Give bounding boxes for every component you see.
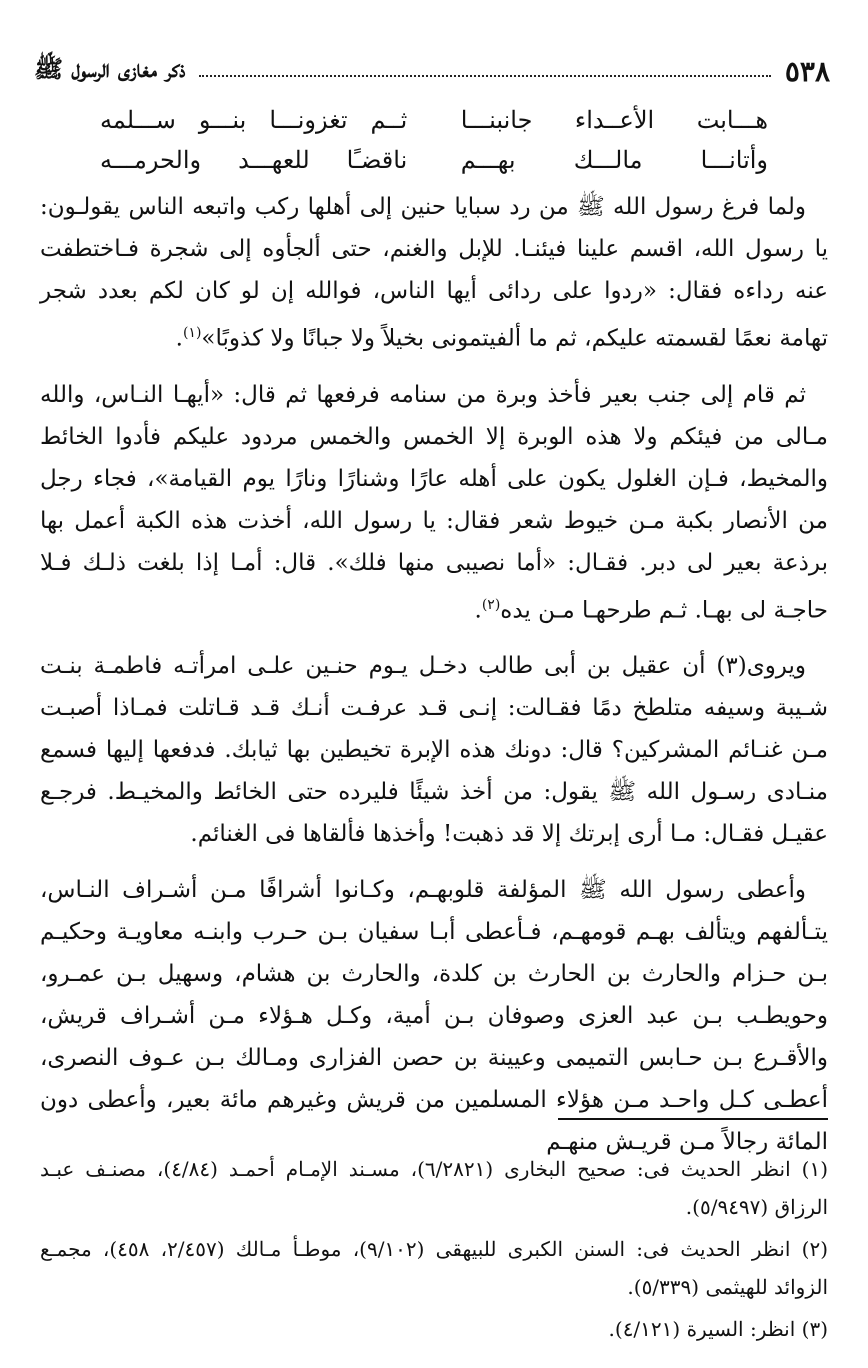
footnote: (٢) انظر الحديث فى: السنن الكبرى للبيهقى (٩/١٠٢)، موطـأ مـالك (٢/٤٥٧، ٤٥٨)، مجمـع الزوائد للهيثمى (٥/٣٣٩). bbox=[40, 1237, 828, 1299]
poem-verse bbox=[100, 100, 768, 140]
verse-second-hemistich: ثــم تغزونـــا بنـــو ســـلمه bbox=[100, 106, 408, 134]
footnote-divider bbox=[558, 1118, 828, 1120]
verse-second-hemistich: ناقضـًا للعهـــد والحرمـــه bbox=[100, 146, 408, 174]
footnote: (٣) انظر: السيرة (٤/١٢١). bbox=[608, 1317, 828, 1341]
page-number: ٥٣٨ bbox=[784, 54, 830, 88]
main-text bbox=[40, 186, 828, 1177]
running-title: ذكر مغازى الرسول ﷺ bbox=[34, 53, 186, 83]
verse-first-hemistich: هـــابت الأعــداء جانبنـــا bbox=[460, 106, 768, 134]
paragraph: ولما فرغ رسول الله ﷺ من رد سبايا حنين إلى أهلها ركب واتبعه الناس يقولـون: يا رسول الله، اقسم علينا فيئنـا. للإبل والغنم، حتى ألجأوه إلى شجرة فـاختطفت عنه رداءه فقال: «ردوا على ردائى أيها الناس، فوالله إن لو كان لكم بعدد شجر تهامة نعمًا لقسمته عليكم، ثم ما ألفيتمونى بخيلاً ولا جبانًا ولا كذوبًا»$^{(١)}$. bbox=[40, 194, 828, 352]
footnote-ref: (٢) bbox=[481, 596, 501, 613]
paragraph bbox=[40, 645, 828, 855]
header-dotted-leader bbox=[199, 65, 770, 77]
paragraph-text: ولما فرغ رسول الله ﷺ من رد سبايا حنين إلى أهلها ركب واتبعه الناس يقولـون: يا رسول الله، اقسم علينا فيئنـا. للإبل والغنم، حتى ألجأوه إلى شجرة فـاختطفت عنه رداءه فقال: «ردوا على ردائى أيها الناس، فوالله إن لو كان لكم بعدد شجر تهامة نعمًا لقسمته عليكم، ثم ما ألفيتمونى بخيلاً ولا جبانًا ولا كذوبًا» bbox=[40, 194, 828, 352]
paragraph-text: وأعطى رسول الله ﷺ المؤلفة قلوبهـم، وكـانوا أشرافًا مـن أشـراف النـاس، يتـألفهم ويتألف بهـم قومهـم، فـأعطى أبـا سفيان بـن حـرب وابنـه معاويـة وحكيـم بـن حـزام والحارث بن الحارث بن كلدة، والحارث بن هشام، وسهيل بـن عمـرو، وحويطـب بـن عبد العزى وصوفان بـن أمية، وكـل هـؤلاء مـن أشـراف قريش، والأقـرع بـن حـابس التميمى وعيينة بن حصن الفزارى ومـالك بـن عـوف النصرى، أعطـى كـل واحـد مـن هؤلاء المسلمين من قريش وغيرهم مائة بعير، وأعطى دون المائة رجالاً مـن قريـش منهـم bbox=[40, 877, 828, 1156]
verse-first-hemistich: وأتانـــا مالـــك بهـــم bbox=[460, 146, 768, 174]
paragraph-text: ثم قام إلى جنب بعير فأخذ وبرة من سنامه فرفعها ثم قال: «أيهـا النـاس، والله مـالى من فيئكم ولا هذه الوبرة إلا الخمس والخمس مردود عليكم فأدوا الخائط والمخيط، فـإن الغلول يكون على أهله عارًا وشنارًا ونارًا يوم القيامة»، فجاء رجل من الأنصار بكبة مـن خيوط شعر فقال: يا رسول الله، أخذت هذه الكبة أعمل بها برذعة بعير لى دبر. فقـال: «أما نصيبى منها فلك». قال: أمـا إذا بلغت ذلـك فـلا حاجـة لى بهـا. ثـم طرحهـا مـن يده bbox=[40, 381, 828, 624]
paragraph: ثم قام إلى جنب بعير فأخذ وبرة من سنامه فرفعها ثم قال: «أيهـا النـاس، والله مـالى من فيئكم ولا هذه الوبرة إلا الخمس والخمس مردود عليكم فأدوا الخائط والمخيط، فـإن الغلول يكون على أهله عارًا وشنارًا ونارًا يوم القيامة»، فجاء رجل من الأنصار بكبة مـن خيوط شعر فقال: يا رسول الله، أخذت هذه الكبة أعمل بها برذعة بعير لى دبر. فقـال: «أما نصيبى منها فلك». قال: أمـا إذا بلغت ذلـك فـلا حاجـة لى بهـا. ثـم طرحهـا مـن يده$^{(٢)}$. bbox=[40, 381, 828, 624]
footnote: (١) انظر الحديث فى: صحيح البخارى (٦/٢٨٢١)، مسـند الإمـام أحمـد (٤/٨٤)، مصنـف عبـد الرزاق (٥/٩٤٩٧). bbox=[40, 1157, 828, 1219]
poem-verse bbox=[100, 140, 768, 180]
footnotes bbox=[40, 1150, 828, 1352]
poem-block bbox=[100, 100, 768, 180]
page-header bbox=[34, 48, 830, 94]
paragraph-text: ويروى(٣) أن عقيل بن أبى طالب دخـل يـوم حنـين علـى امرأتـه فاطمـة بنـت شـيبة وسيفه متلطخ دمًا فقـالت: إنـى قـد عرفـت أنـك قـد قـاتلت فمـاذا أصبـت مـن غنـائم المشركين؟ قال: دونك هذه الإبرة تخيطين بها ثيابك. فدفعها إليها فسمع منـادى رسـول الله ﷺ يقول: من أخذ شيئًا فليرده حتى الخائط والمخيـط. فرجـع عقيـل فقـال: مـا أرى إبرتك إلا قد ذهبت! وأخذها فألقاها فى الغنائم. bbox=[40, 653, 828, 848]
footnote-ref: (١) bbox=[182, 325, 202, 341]
